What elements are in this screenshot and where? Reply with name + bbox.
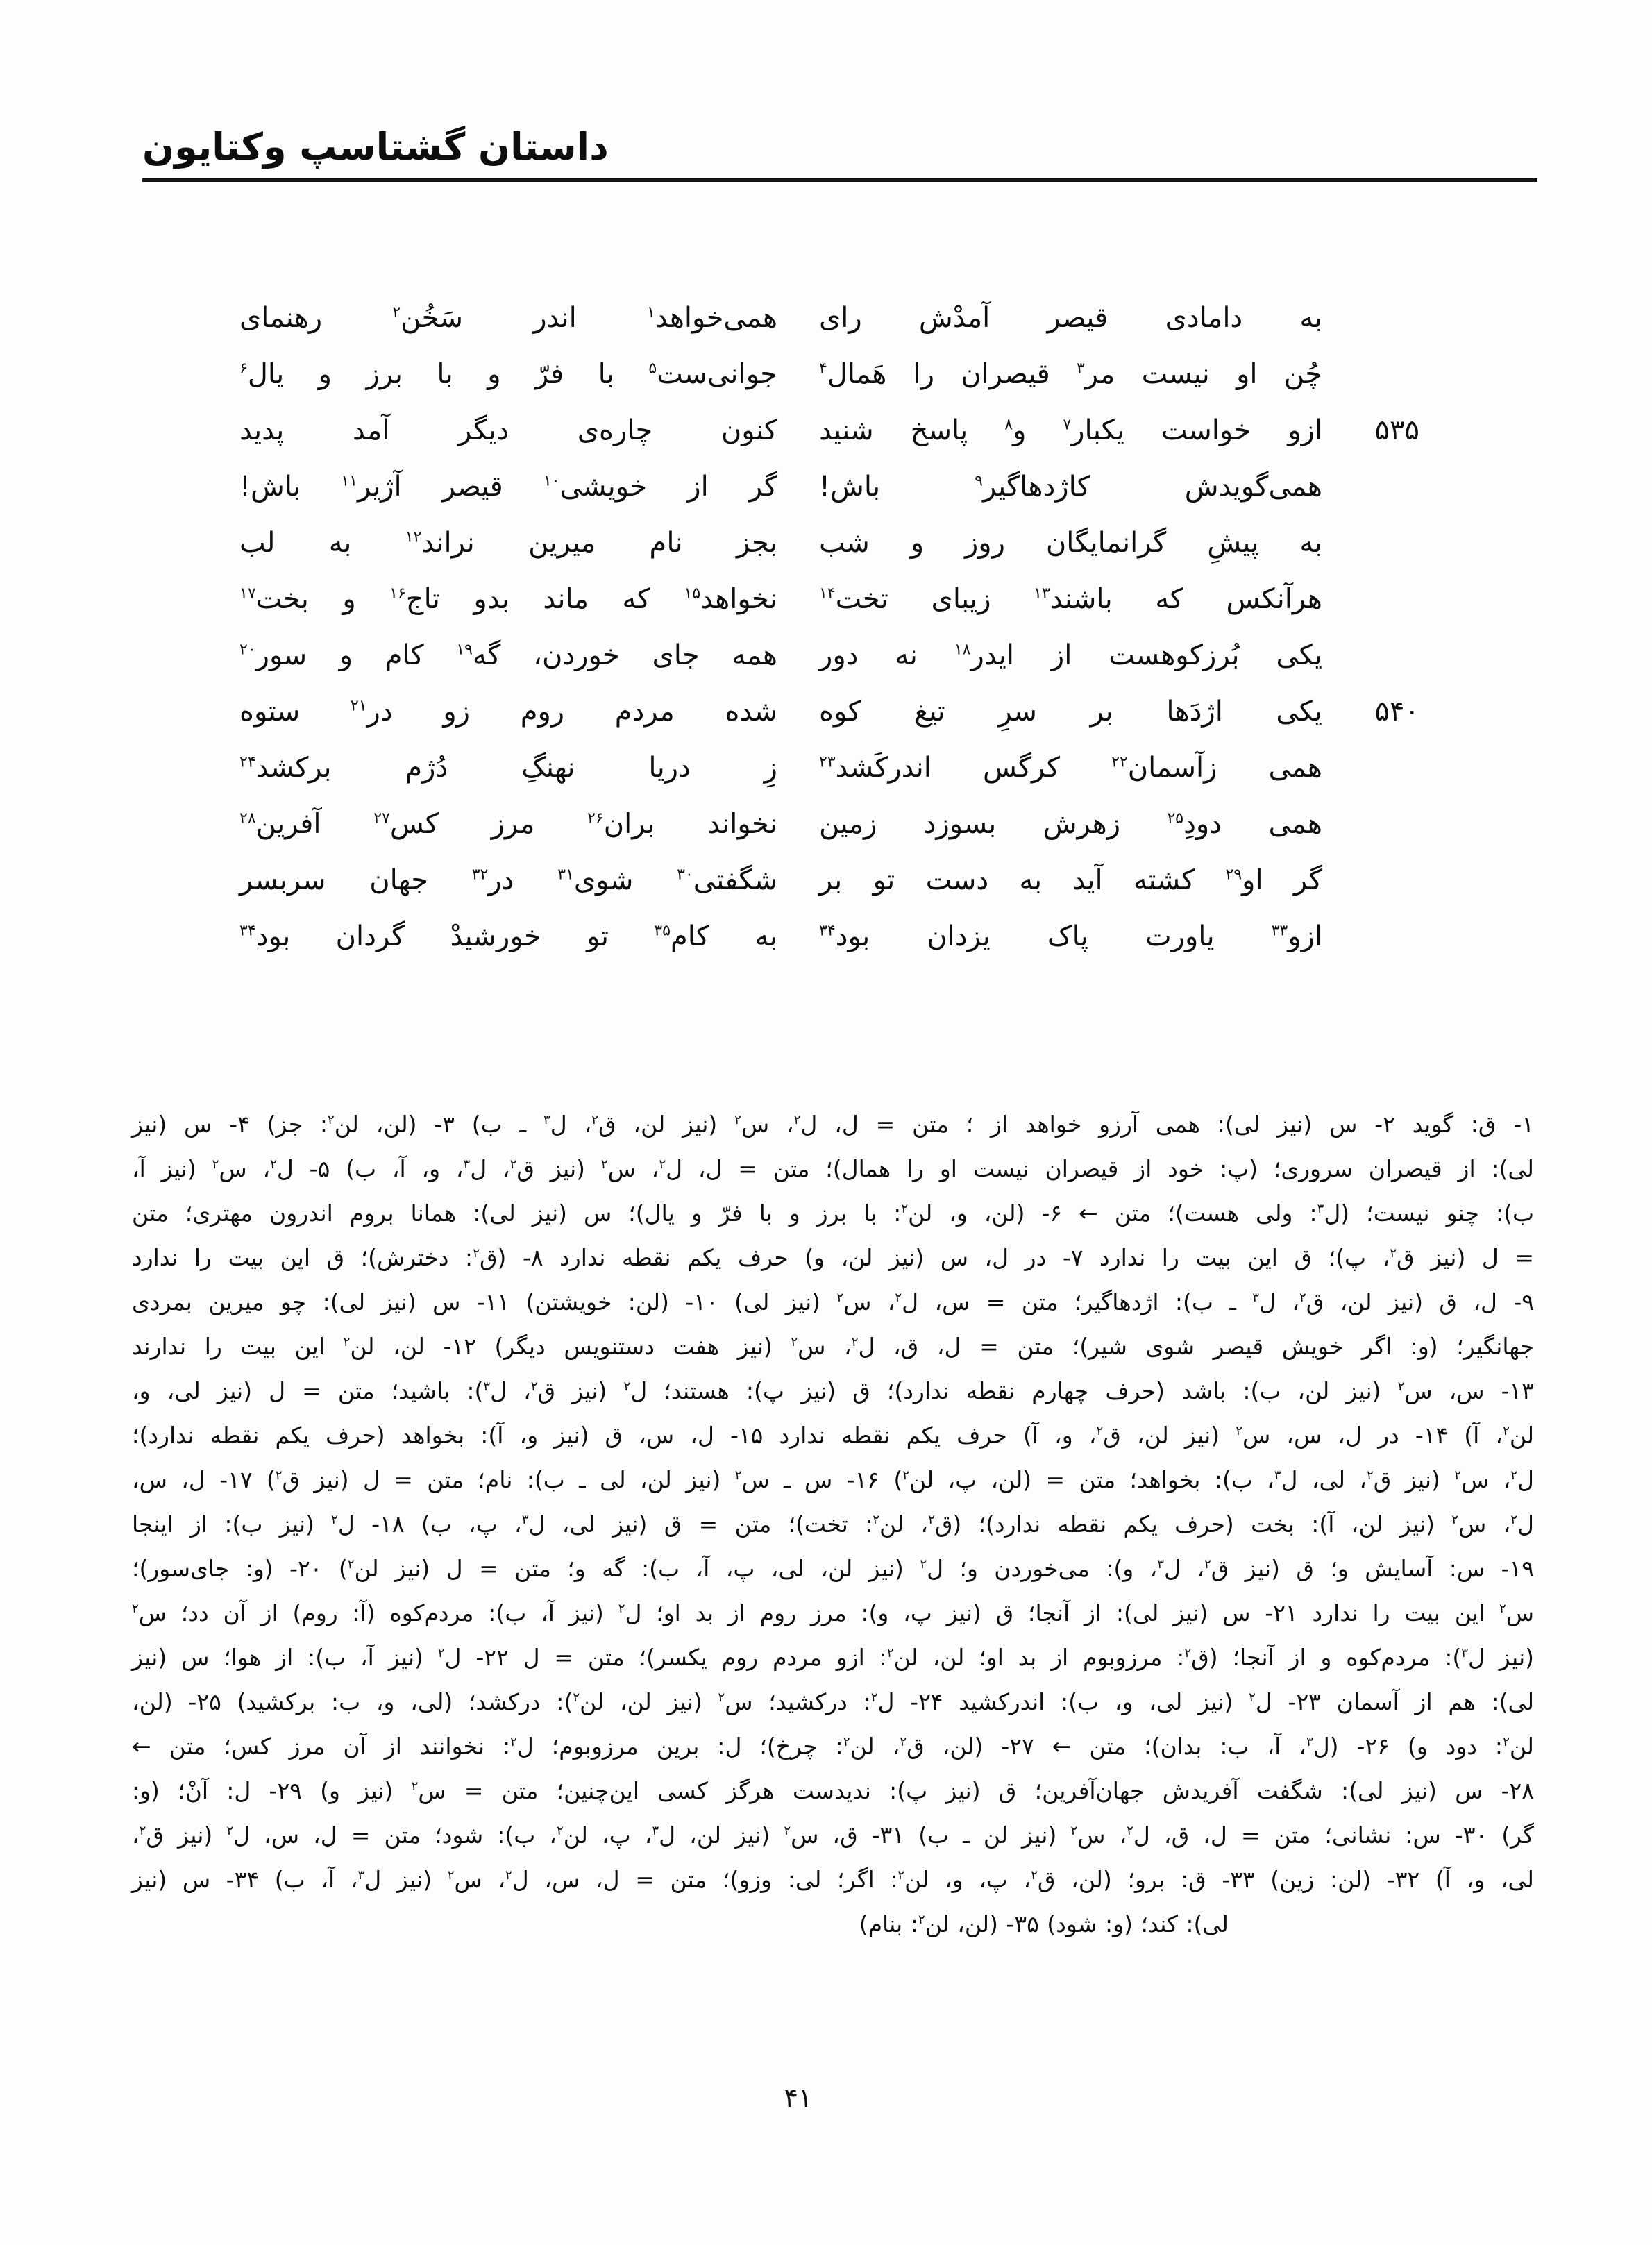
footnote-marker: ۳ [1157,1557,1164,1572]
footnote-marker: ۲ [886,1646,894,1660]
footnote-marker: ۲ [1454,1468,1461,1483]
footnote-marker: ۲۵ [1167,809,1184,827]
hemistich-left: همه جای خوردن، گه$^{۱۹}$ کام و سور$^{۲۰}$ [239,639,777,671]
footnote-marker: ۲ [473,1246,480,1261]
hemistich-left: کنون چاره‌ی دیگر آمد پدید [239,414,777,446]
footnote-marker: ۳ [1274,1468,1281,1483]
footnote-marker: ۲ [851,1335,859,1349]
footnote-marker: ۲ [1367,1468,1374,1483]
hemistich-right: هرآنکس که باشند$^{۱۳}$ زیبای تخت$^{۱۴}$ [819,583,1322,615]
hemistich-right: همی زآسمان$^{۲۲}$ کرگس اندرکَشد$^{۲۳}$ [819,752,1322,784]
apparatus-line: ۹- ل، ق (نیز لن، ق$^۲$، ل$^۳$ ـ ب): اژدهاگیر؛ متن = س، ل$^۲$، س$^۲$ (نیز لی) ۱۰- (لن: خویشتن) ۱۱- س (نیز لی): چو میرین بمردی [132,1288,1534,1315]
footnote-marker: ۳ [521,1513,529,1527]
footnote-marker: ۱۷ [239,585,256,603]
footnote-marker: ۳۴ [239,922,256,940]
footnote-marker: ۳ [1306,1735,1313,1749]
footnote-marker: ۲ [870,1690,878,1705]
verse-row [239,346,1419,403]
hemistich-left: شده مردم روم زو در$^{۲۱}$ ستوه [239,696,778,728]
footnote-marker: ۲ [900,1735,907,1749]
verse-row [239,796,1419,852]
footnote-marker: ۱۵ [684,585,701,603]
footnote-marker: ۲ [1451,1513,1459,1527]
verse-number: ۵۳۵ [1374,414,1419,446]
apparatus-line: ل$^۲$، س$^۲$ (نیز لن، آ): بخت (حرف یکم نقطه ندارد)؛ (ق$^۲$، لن$^۲$: تخت)؛ متن = ق (نیز لی، ل$^۳$، پ، ب) ۱۸- ل$^۲$ (نیز ب): از اینجا [132,1511,1534,1538]
footnote-marker: ۲ [784,1824,791,1838]
apparatus-line: ۱- ق: گوید ۲- س (نیز لی): همی آرزو خواهد از ؛ متن = ل، ل$^۲$، س$^۲$ (نیز لن، ق$^۲$، ل$^۳$ ـ ب) ۳- (لن، لن$^۲$: جز) ۴- س (نیز [132,1111,1534,1138]
footnote-marker: ۳۳ [1271,922,1288,940]
footnote-marker: ۲ [623,1379,631,1394]
footnote-marker: ۳ [357,1868,365,1883]
footnote-marker: ۱۶ [389,585,406,603]
footnote-marker: ۲ [1127,1824,1133,1838]
footnote-marker: ۲ [918,1912,925,1927]
footnote-marker: ۲۸ [239,809,256,827]
apparatus-line: ۱۹- س: آسایش و؛ ق (نیز ق$^۲$، ل$^۳$، و): می‌خوردن و؛ ل$^۲$ (نیز لن، لی، پ، آ، ب): گه و؛ متن = ل (نیز لن$^۲$) ۲۰- (و: جای‌سور)؛ [132,1555,1534,1582]
hemistich-left: نخواند بران$^{۲۶}$ مرز کس$^{۲۷}$ آفرین$^{۲۸}$ [239,808,778,840]
footnote-marker: ۲ [843,1735,850,1749]
footnote-marker: ۲ [132,1601,139,1616]
footnote-marker: ۲ [1299,1290,1306,1305]
footnote-marker: ۱ [647,303,655,321]
apparatus-line: ب): چنو نیست؛ (ل$^۳$: ولی هست)؛ متن ← ۶- (لن، و، لن$^۲$: با برز و با فرّ و یال)؛ س (نیز لی): همانا بروم اندرون مهتری؛ متن [132,1200,1535,1227]
hemistich-left: به کام$^{۳۵}$ تو خورشیدْ گردان بود$^{۳۴}$ [239,920,777,952]
footnote-marker: ۲ [1031,1868,1038,1883]
hemistich-right: یکی بُرزکوهست از ایدر$^{۱۸}$ نه دور [819,639,1322,671]
hemistich-left: همی‌خواهد$^۱$ اندر سَخُن$^۲$ رهنمای [239,302,777,334]
verse-row [239,515,1419,571]
verse-row [239,628,1419,684]
hemistich-right: چُن او نیست مر$^۳$ قیصران را هَمال$^۴$ [819,358,1322,390]
footnote-marker: ۱۴ [819,585,836,603]
hemistich-left: زِ دریا نهنگِ دُژم برکشد$^{۲۴}$ [239,752,777,784]
footnote-marker: ۲ [226,1824,234,1838]
hemistich-right: ازو$^{۳۳}$ یاورت پاک یزدان بود$^{۳۴}$ [819,920,1322,952]
apparatus-line: س$^۲$ این بیت را ندارد ۲۱- س (نیز لی): از آنجا؛ ق (نیز پ، و): مرز روم از بد او؛ ل$^۲$ (نیز آ، ب): مردم‌کوه (آ: روم) از آن دد؛ س$^۲$ [132,1599,1534,1626]
verse-row [239,684,1419,740]
footnote-marker: ۲ [1503,1735,1510,1749]
footnote-marker: ۷ [1063,416,1072,434]
hemistich-right: به پیشِ گرانمایگان روز و شب [819,527,1322,559]
footnote-marker: ۲ [659,1157,666,1172]
footnote-marker: ۲ [1236,1424,1242,1438]
hemistich-right: به دامادی قیصر آمدْش رای [819,302,1322,334]
running-head-title: داستان گشتاسپ وکتایون [142,125,609,169]
footnote-marker: ۲ [530,1379,538,1394]
footnote-marker: ۲ [212,1157,219,1172]
footnote-marker: ۲ [343,1335,351,1349]
footnote-marker: ۲ [505,1868,512,1883]
footnote-marker: ۲ [734,1113,741,1127]
footnote-marker: ۲ [920,1557,927,1572]
verse-number: ۵۴۰ [1374,696,1419,728]
footnote-marker: ۲ [557,1824,564,1838]
verse-row [239,909,1419,965]
footnote-marker: ۲ [1397,1379,1405,1394]
verse-row [239,852,1419,909]
apparatus-line: لی، و، آ) ۳۲- (لن: زین) ۳۳- ق: برو؛ (لن، ق$^۲$، پ، و، لن$^۲$: اگر؛ لی: وزو)؛ متن = ل، س، ل$^۲$، س$^۲$ (نیز ل$^۳$، آ، ب) ۳۴- س (نیز [132,1866,1534,1893]
hemistich-left: گر از خویشی$^{۱۰}$ قیصر آژیر$^{۱۱}$ باش! [239,471,777,503]
footnote-marker: ۳۱ [557,866,574,884]
footnote-marker: ۲۲ [1111,753,1128,771]
poem [239,290,1419,965]
hemistich-right: همی دودِ$^{۲۵}$ زهرش بسوزد زمین [819,808,1322,840]
footnote-marker: ۲۶ [587,809,604,827]
footnote-marker: ۳۲ [471,866,489,884]
footnote-marker: ۲ [392,303,401,321]
footnote-marker: ۳۰ [677,866,693,884]
footnote-marker: ۳ [1317,1202,1324,1216]
footnote-marker: ۲۳ [819,753,836,771]
footnote-marker: ۲ [1499,1601,1506,1616]
footnote-marker: ۳ [1461,1646,1468,1660]
footnote-marker: ۶ [239,360,248,378]
footnote-marker: ۲ [347,1557,355,1572]
apparatus [132,1102,1534,1946]
footnote-marker: ۳ [652,1824,659,1838]
footnote-marker: ۳ [483,1379,491,1394]
footnote-marker: ۲ [437,1646,445,1660]
apparatus-line: ۱۳- س، س$^۲$ (نیز لن، ب): باشد (حرف چهارم نقطه ندارد)؛ ق (نیز پ): هستند؛ ل$^۲$ (نیز ق$^۲$، ل$^۳$): باشید؛ متن = ل (نیز لی، و، [132,1377,1534,1404]
apparatus-line: گر) ۳۰- س: نشانی؛ متن = ل، ق، ل$^۲$، س$^۲$ (نیز لن ـ ب) ۳۱- ق، س$^۲$ (نیز لن، ل$^۳$، پ، لن$^۲$، ب): شود؛ متن = ل، س، ل$^۲$ (نیز ق$^۲$، [132,1822,1534,1849]
footnote-marker: ۱۸ [954,641,971,659]
page-number: ۴۱ [784,2083,813,2113]
footnote-marker: ۲ [591,1113,598,1127]
footnote-marker: ۲ [275,1468,283,1483]
footnote-marker: ۹ [975,472,983,490]
apparatus-line: (نیز ل$^۳$): مردم‌کوه و از آنجا؛ (ق$^۲$: مرزوبوم از بد او؛ لن، لن$^۲$: ازو مردم روم یکسر)؛ متن = ل ۲۲- ل$^۲$ (نیز آ، ب): از هوا؛ س (نیز [132,1644,1535,1671]
footnote-marker: ۳۴ [819,922,836,940]
footnote-marker: ۲ [1390,1246,1397,1261]
footnote-marker: ۲ [1204,1557,1211,1572]
apparatus-line: لی): هم از آسمان ۲۳- ل$^۲$ (نیز لی، و، ب): اندرکشید ۲۴- ل$^۲$: درکشید؛ س$^۲$ (نیز لن، لن$^۲$): درکشد؛ (لی، و، ب: برکشید) ۲۵- (لن، [132,1688,1535,1715]
footnote-marker: ۲ [509,1157,517,1172]
footnote-marker: ۲ [897,1868,905,1883]
footnote-marker: ۲ [600,1157,608,1172]
footnote-marker: ۲ [895,1290,902,1305]
verse-row [239,403,1419,459]
footnote-marker: ۱۱ [341,472,357,490]
verse-row [239,459,1419,515]
verse-row [239,571,1419,628]
footnote-marker: ۲ [928,1513,935,1527]
apparatus-line: ۲۸- س (نیز لی): شگفت آفریدش جهان‌آفرین؛ ق (نیز پ): ندیدست هرگز کسی این‌چنین؛ متن = س$^۲$ (نیز و) ۲۹- ل: آنْ؛ (و: [132,1777,1534,1804]
hemistich-right: یکی اژدَها بر سرِ تیغ کوه [819,696,1322,728]
footnote-marker: ۲ [793,1113,801,1127]
running-head-block [142,125,1537,182]
footnote-marker: ۲ [901,1202,909,1216]
footnote-marker: ۲۷ [373,809,390,827]
apparatus-line: لن$^۲$: دود و) ۲۶- (ل$^۳$، آ، ب: بدان)؛ متن ← ۲۷- (لن، ق$^۲$، لن$^۲$: چرخ)؛ ل: برین مرزوبوم؛ ل$^۲$: نخوانند از آن مرز کس؛ متن ← [132,1733,1534,1760]
hemistich-right: گر او$^{۲۹}$ کشته آید به دست تو بر [819,864,1322,896]
apparatus-line: لی): از قیصران سروری؛ (پ: خود از قیصران نیست او را همال)؛ متن = ل، ل$^۲$، س$^۲$ (نیز ق$^۲$، ل$^۳$، و، آ، ب) ۵- ل$^۲$، س$^۲$ (نیز آ، [132,1155,1534,1182]
apparatus-line: جهانگیر؛ (و: اگر خویش قیصر شوی شیر)؛ متن = ل، ق، ل$^۲$، س$^۲$ (نیز هفت دستنویس دیگر) ۱۲- لن، لن$^۲$ این بیت را ندارند [132,1333,1534,1360]
footnote-marker: ۳ [463,1157,471,1172]
footnote-marker: ۲۱ [350,697,367,715]
footnote-marker: ۲ [1510,1468,1517,1483]
footnote-marker: ۲ [718,1690,725,1705]
footnote-marker: ۱۹ [456,641,473,659]
apparatus-line: = ل (نیز ق$^۲$، پ)؛ ق این بیت را ندارد ۷- در ل، س (نیز لن، و) حرف یکم نقطه ندارد ۸- (ق$^۲$: دخترش)؛ ق این بیت را ندارد [132,1244,1534,1271]
apparatus-line: لی): کند؛ (و: شود) ۳۵- (لن، لن$^۲$: بنام) [859,1910,1229,1937]
apparatus-line: ل$^۲$، س$^۲$ (نیز ق$^۲$، لی، ل$^۳$، ب): بخواهد؛ متن = (لن، پ، لن$^۲$) ۱۶- س ـ س$^۲$ (نیز لن، لی ـ ب): نام؛ متن = ل (نیز ق$^۲$) ۱۷- ل، س، [132,1466,1534,1493]
footnote-marker: ۸ [1004,416,1013,434]
footnote-marker: ۲ [411,1779,419,1794]
footnote-marker: ۳۵ [654,922,671,940]
footnote-marker: ۲ [447,1868,455,1883]
footnote-marker: ۲ [836,1290,844,1305]
footnote-marker: ۲ [139,1824,146,1838]
hemistich-right: ازو خواست یکبار$^۷$ و$^۸$ پاسخ شنید [819,414,1323,446]
footnote-marker: ۲ [902,1468,909,1483]
footnote-marker: ۲ [1184,1646,1192,1660]
footnote-marker: ۳ [1252,1290,1259,1305]
footnote-marker: ۲ [873,1513,879,1527]
footnote-marker: ۲ [270,1157,277,1172]
verse-row [239,290,1419,346]
hemistich-left: شگفتی$^{۳۰}$ شوی$^{۳۱}$ در$^{۳۲}$ جهان سربسر [239,864,778,896]
footnote-marker: ۲ [1503,1424,1510,1438]
footnote-marker: ۲ [1096,1424,1104,1438]
hemistich-left: بجز نام میرین نراند$^{۱۲}$ به لب [239,527,777,559]
verse-row [239,740,1419,796]
footnote-marker: ۲ [734,1468,742,1483]
hemistich-left: جوانی‌ست$^۵$ با فرّ و با برز و یال$^۶$ [239,358,777,390]
footnote-marker: ۲۴ [239,753,256,771]
footnote-marker: ۳ [1077,360,1085,378]
footnote-marker: ۱۰ [543,472,560,490]
footnote-marker: ۲ [328,1113,335,1127]
footnote-marker: ۵ [648,360,657,378]
footnote-marker: ۲ [1249,1690,1256,1705]
footnote-marker: ۳ [543,1113,550,1127]
footnote-marker: ۱۳ [1034,585,1050,603]
footnote-marker: ۲۹ [1225,866,1242,884]
footnote-marker: ۱۲ [405,528,422,546]
hemistich-right: همی‌گویدش کاژدهاگیر$^۹$ باش! [819,471,1322,503]
apparatus-line: لن$^۲$، آ) ۱۴- در ل، س، س$^۲$ (نیز لن، ق$^۲$، و، آ) حرف یکم نقطه ندارد ۱۵- ل، س، ق (نیز و، آ): بخواهد (حرف یکم نقطه ندارد)؛ [132,1422,1535,1449]
hemistich-left: نخواهد$^{۱۵}$ که ماند بدو تاج$^{۱۶}$ و بخت$^{۱۷}$ [239,583,777,615]
footnote-marker: ۲ [510,1735,517,1749]
footnote-marker: ۲ [618,1601,625,1616]
footnote-marker: ۲ [331,1513,338,1527]
footnote-marker: ۲ [573,1690,580,1705]
footnote-marker: ۴ [819,360,827,378]
footnote-marker: ۲ [1510,1513,1517,1527]
footnote-marker: ۲ [1070,1824,1078,1838]
footnote-marker: ۲۰ [239,641,256,659]
footnote-marker: ۲ [791,1335,798,1349]
